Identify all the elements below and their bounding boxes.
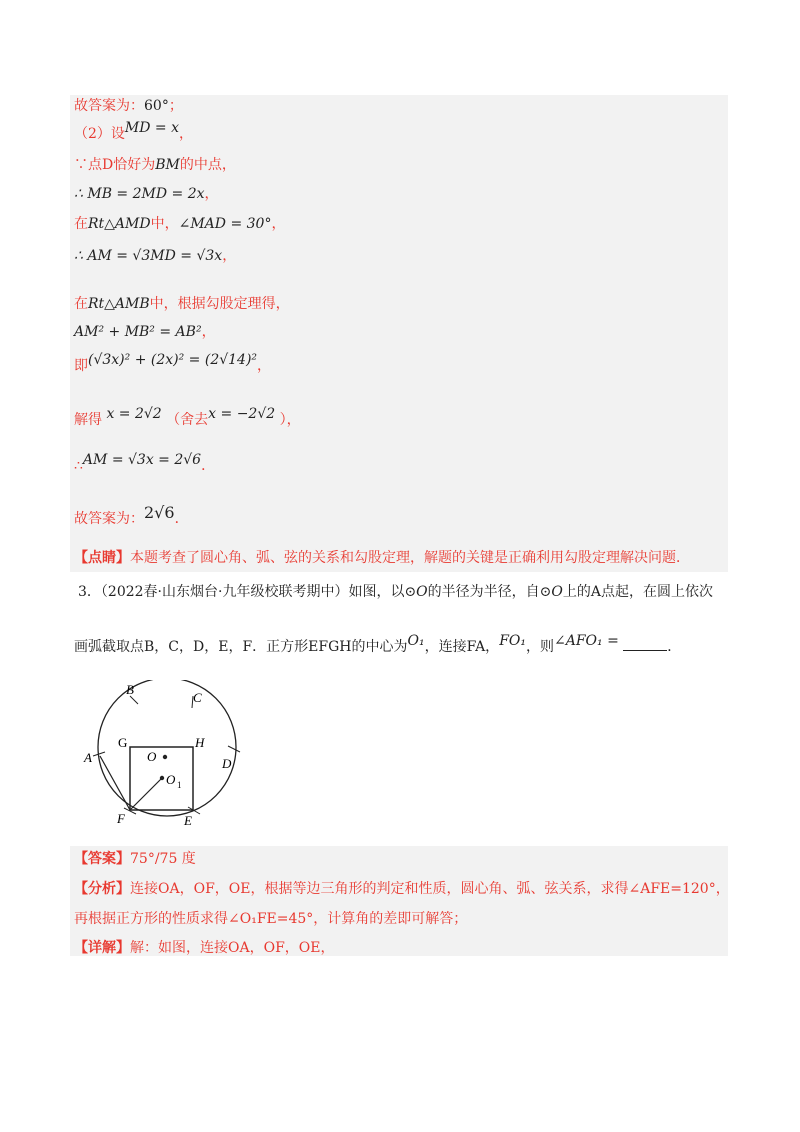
solution-line-1: 故答案为：60°； <box>74 98 183 114</box>
label-d: D <box>222 756 232 771</box>
label-c: C <box>193 690 202 705</box>
comment-line: 【点睛】本题考查了圆心角、弧、弦的关系和勾股定理，解题的关键是正确利用勾股定理解决问题． <box>74 550 690 566</box>
label-g: G <box>118 735 128 750</box>
geometry-figure <box>80 680 250 830</box>
solution-line-7: 在Rt△AMB中，根据勾股定理得， <box>74 296 290 312</box>
analysis-line-2: 再根据正方形的性质求得∠O₁FE=45°，计算角的差即可解答； <box>74 911 468 927</box>
label-o1: O <box>166 772 176 787</box>
solution-line-3: ∵点D恰好为BM的中点， <box>74 157 236 173</box>
solution-line-11: ∴AM = √3x = 2√6． <box>74 452 216 474</box>
segment-fa <box>100 756 130 810</box>
question-3-line-2: 画弧截取点B，C，D，E，F．正方形EFGH的中心为O₁，连接FA，FO₁，则∠AFO₁ = ． <box>74 633 682 655</box>
answer-blank <box>623 636 667 651</box>
label-o: O <box>147 749 157 764</box>
solution-line-6: ∴ AM = √3MD = √3x， <box>74 248 237 264</box>
solution-line-2: （2）设MD = x， <box>74 120 194 142</box>
solution-line-8: AM² + MB² = AB²， <box>74 324 216 340</box>
question-3-line-1: 3．（2022春·山东烟台·九年级校联考期中）如图，以⊙O的半径为半径，自⊙O上的A点起，在圆上依次 <box>78 584 714 600</box>
label-e: E <box>184 813 192 828</box>
answer-line: 【答案】75°/75 度 <box>74 851 196 867</box>
tick-d <box>228 746 240 752</box>
label-a: A <box>84 750 92 765</box>
solution-line-10: 解得 x = 2√2 （舍去x = −2√2 ）， <box>74 406 301 428</box>
solution-line-4: ∴ MB = 2MD = 2x， <box>74 186 219 202</box>
solution-line-5: 在Rt△AMD中，∠MAD = 30°， <box>74 216 286 232</box>
analysis-line-1: 【分析】连接OA，OF，OE，根据等边三角形的判定和性质，圆心角、弧、弦关系，求得∠AFE=120°， <box>74 881 730 897</box>
segment-fo1 <box>130 778 162 810</box>
label-o1-subscript: 1 <box>177 780 182 790</box>
label-h: H <box>195 735 205 750</box>
solution-line-12: 故答案为：2√6． <box>74 503 189 527</box>
label-f: F <box>117 811 125 826</box>
detail-line: 【详解】解：如图，连接OA，OF，OE， <box>74 940 335 956</box>
point-o1 <box>160 776 164 780</box>
point-o <box>163 755 167 759</box>
tick-b <box>130 696 138 704</box>
label-b: B <box>126 682 134 697</box>
solution-line-9: 即(√3x)² + (2x)² = (2√14)²， <box>74 352 272 374</box>
